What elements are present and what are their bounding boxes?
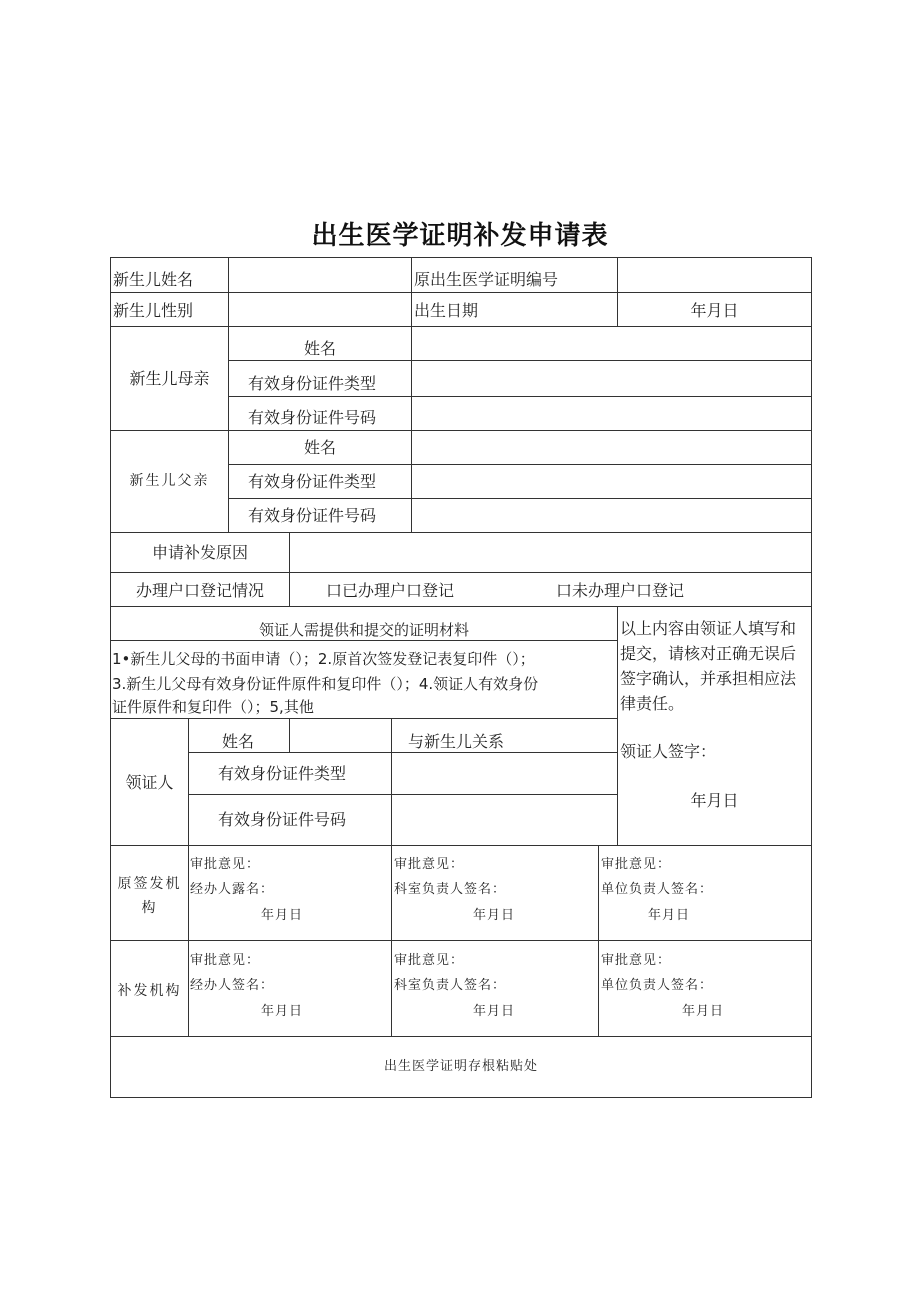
father-group-label: 新生儿父亲 <box>129 473 210 489</box>
original-col3-date: 年月日 <box>648 908 691 923</box>
certificate-stub-area: 出生医学证明存根粘贴处 <box>383 1059 538 1074</box>
birth-date-value: 年月日 <box>690 301 739 320</box>
original-col3-signer: 单位负责人签名： <box>601 882 714 897</box>
mother-group-label: 新生儿母亲 <box>129 369 210 388</box>
reissue-col1-opinion: 审批意见： <box>190 953 261 968</box>
recipient-id-number-label: 有效身份证件号码 <box>218 810 347 829</box>
note-line-3: 签字确认，并承担相应法 <box>620 669 797 688</box>
original-col2-signer: 科室负责人签名： <box>394 882 507 897</box>
materials-line-1: 1•新生儿父母的书面申请（）；2.原首次签发登记表复印件（）； <box>112 650 535 668</box>
original-col3-opinion: 审批意见： <box>601 857 672 872</box>
birth-date-label: 出生日期 <box>414 301 479 320</box>
newborn-name-label: 新生儿姓名 <box>113 270 194 289</box>
materials-line-2: 3.新生儿父母有效身份证件原件和复印件（）；4.领证人有效身份 <box>112 675 539 693</box>
recipient-name-label: 姓名 <box>222 732 255 751</box>
recipient-signature-date: 年月日 <box>690 791 739 810</box>
father-id-type-label: 有效身份证件类型 <box>248 472 377 491</box>
reissue-col3-date: 年月日 <box>682 1004 725 1019</box>
mother-id-number-label: 有效身份证件号码 <box>248 408 377 427</box>
reissue-col1-signer: 经办人签名： <box>190 978 275 993</box>
note-line-1: 以上内容由领证人填写和 <box>620 619 797 638</box>
original-col1-signer: 经办人露名： <box>190 882 275 897</box>
reissue-col3-signer: 单位负责人签名： <box>601 978 714 993</box>
recipient-relation-label: 与新生儿关系 <box>408 732 505 751</box>
reissue-col3-opinion: 审批意见： <box>601 953 672 968</box>
newborn-gender-label: 新生儿性别 <box>113 301 194 320</box>
note-line-2: 提交，请核对正确无误后 <box>620 644 797 663</box>
original-issuer-label-line2: 构 <box>141 900 158 916</box>
mother-name-label: 姓名 <box>304 339 337 358</box>
household-registration-label: 办理户口登记情况 <box>135 581 264 600</box>
original-col2-opinion: 审批意见： <box>394 857 465 872</box>
household-registered-option[interactable]: 口已办理户口登记 <box>326 581 455 600</box>
original-col2-date: 年月日 <box>473 908 516 923</box>
father-id-number-label: 有效身份证件号码 <box>248 506 377 525</box>
form-title: 出生医学证明补发申请表 <box>311 221 609 251</box>
note-line-4: 律责任。 <box>620 694 685 713</box>
recipient-id-type-label: 有效身份证件类型 <box>218 764 347 783</box>
recipient-group-label: 领证人 <box>125 773 174 792</box>
reissue-col2-opinion: 审批意见： <box>394 953 465 968</box>
reissue-col2-signer: 科室负责人签名： <box>394 978 507 993</box>
household-not-registered-option[interactable]: 口未办理户口登记 <box>556 581 685 600</box>
recipient-signature-label: 领证人签字： <box>620 742 717 761</box>
reissue-col2-date: 年月日 <box>473 1004 516 1019</box>
reissue-reason-label: 申请补发原因 <box>151 543 248 562</box>
materials-line-3: 证件原件和复印件（）；5,其他 <box>112 698 314 716</box>
father-name-label: 姓名 <box>304 438 337 457</box>
materials-header: 领证人需提供和提交的证明材料 <box>258 621 469 639</box>
original-cert-number-label: 原出生医学证明编号 <box>414 270 559 289</box>
mother-id-type-label: 有效身份证件类型 <box>248 374 377 393</box>
original-col1-opinion: 审批意见： <box>190 857 261 872</box>
original-col1-date: 年月日 <box>261 908 304 923</box>
original-issuer-label-line1: 原签发机 <box>117 876 182 892</box>
reissue-col1-date: 年月日 <box>261 1004 304 1019</box>
reissue-issuer-label: 补发机构 <box>117 983 182 999</box>
